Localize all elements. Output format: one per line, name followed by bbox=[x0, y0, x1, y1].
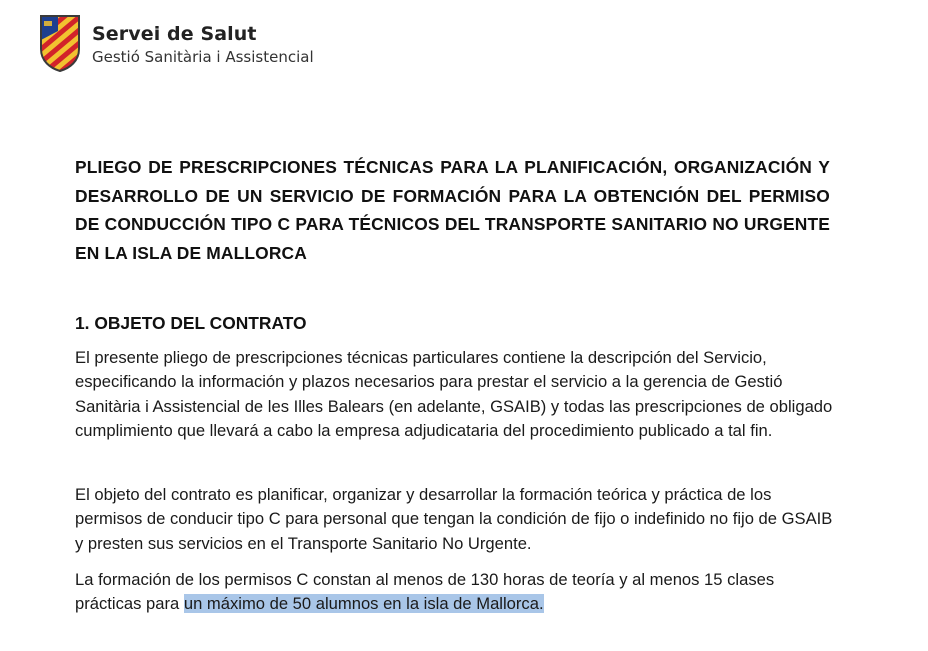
paragraph-3-text: La formación de los permisos C constan al menos de 130 horas de teoría y al menos 15 clases prácticas para bbox=[75, 570, 775, 614]
highlighted-text: un máximo de 50 alumnos en la isla de Mallorca. bbox=[183, 594, 544, 614]
balearic-shield-logo bbox=[38, 13, 82, 73]
organization-subtitle: Gestió Sanitària i Assistencial bbox=[92, 48, 314, 66]
paragraph-2: El objeto del contrato es planificar, organizar y desarrollar la formación teórica y práctica de los permisos de conducir tipo C para personal que tengan la condición de fijo o indefinido no fijo de GSAIB y presten sus servicios en el Transporte Sanitario No Urgente. bbox=[75, 485, 833, 553]
document-title: PLIEGO DE PRESCRIPCIONES TÉCNICAS PARA LA PLANIFICACIÓN, ORGANIZACIÓN Y DESARROLLO DE UN SERVICIO DE FORMACIÓN PARA LA OBTENCIÓN DEL PERMISO DE CONDUCCIÓN TIPO C PARA TÉCNICOS DEL TRANSPORTE SANITARIO NO URGENTE EN LA ISLA DE MALLORCA bbox=[75, 157, 830, 263]
paragraph-3 bbox=[75, 568, 835, 617]
paragraph-1: El presente pliego de prescripciones técnicas particulares contiene la descripción del Servicio, especificando la información y plazos necesarios para prestar el servicio a la gerencia de Gestió Sanitària i Assistencial de les Illes Balears (en adelante, GSAIB) y todas las prescripciones de obligado cumplimiento que llevará a cabo la empresa adjudicataria del procedimiento publicado a tal fin. bbox=[75, 348, 833, 441]
organization-name-block bbox=[92, 21, 314, 65]
section-heading: 1. OBJETO DEL CONTRATO bbox=[75, 313, 307, 333]
letterhead bbox=[38, 13, 314, 73]
organization-name: Servei de Salut bbox=[92, 23, 257, 45]
